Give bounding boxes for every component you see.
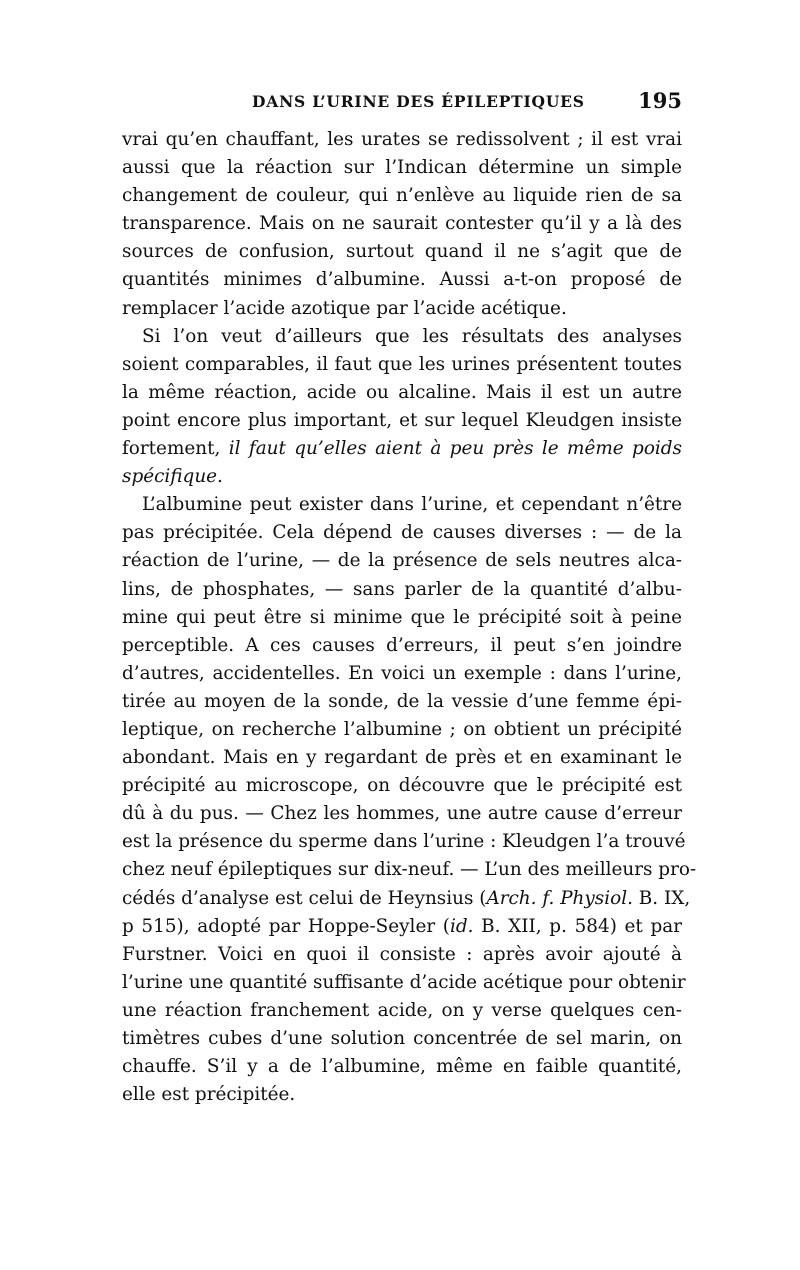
text-run: fortement, <box>122 438 221 460</box>
text-line <box>122 463 682 491</box>
text-line: chauffe. S’il y a de l’albumine, même en faible quantité, <box>122 1056 682 1078</box>
text-line: précipité au microscope, on découvre que le précipité est <box>122 775 682 797</box>
text-line: d’autres, accidentelles. En voici un exemple : dans l’urine, <box>122 662 682 684</box>
text-line: Furstner. Voici en quoi il consiste : après avoir ajouté à <box>122 943 682 965</box>
text-line: sources de confusion, surtout quand il ne s’agit que de <box>122 241 682 263</box>
text-line: quantités minimes d’albumine. Aussi a-t-on proposé de <box>122 269 682 291</box>
page-number: 195 <box>638 88 682 113</box>
running-header <box>122 88 682 118</box>
text-line: pas précipitée. Cela dépend de causes diverses : — de la <box>122 522 682 544</box>
text-line <box>122 913 682 941</box>
text-line: remplacer l’acide azotique par l’acide acétique. <box>122 297 567 319</box>
text-line: Si l’on veut d’ailleurs que les résultats des analyses <box>142 325 682 347</box>
text-line: soient comparables, il faut que les urines présentent toutes <box>122 353 682 375</box>
text-line: une réaction franchement acide, on y verse quelques cen- <box>122 999 682 1021</box>
italic-run: il faut qu’elles aient à peu près le même poids <box>228 438 682 460</box>
text-line: l’urine une quantité suffisante d’acide acétique pour obtenir <box>122 971 686 993</box>
text-line: est la présence du sperme dans l’urine : Kleudgen l’a trouvé <box>122 831 686 853</box>
text-line <box>122 435 682 463</box>
text-line: perceptible. A ces causes d’erreurs, il peut s’en joindre <box>122 634 682 656</box>
italic-run: Arch. f. Physiol. <box>486 887 633 909</box>
text-line: aussi que la réaction sur l’Indican détermine un simple <box>122 157 682 179</box>
text-line: tirée au moyen de la sonde, de la vessie d’une femme épi- <box>122 690 682 712</box>
text-line: changement de couleur, qui n’enlève au liquide rien de sa <box>122 185 682 207</box>
text-line: elle est précipitée. <box>122 1084 296 1106</box>
italic-run: id. <box>449 915 474 937</box>
text-line: point encore plus important, et sur lequel Kleudgen insiste <box>122 409 682 431</box>
text-run: B. XII, p. 584) et par <box>473 915 682 937</box>
text-line: mine qui peut être si minime que le précipité soit à peine <box>122 606 682 628</box>
text-line: lins, de phosphates, — sans parler de la quantité d’albu- <box>122 578 682 600</box>
text-line: timètres cubes d’une solution concentrée de sel marin, on <box>122 1028 682 1049</box>
text-run: B. IX, <box>632 887 691 909</box>
text-line <box>122 885 691 913</box>
text-line: la même réaction, acide ou alcaline. Mais il est un autre <box>122 381 682 403</box>
text-line: L’albumine peut exister dans l’urine, et cependant n’être <box>142 494 682 516</box>
text-run: cédés d’analyse est celui de Heynsius ( <box>122 887 487 909</box>
italic-run: spécifique. <box>122 466 223 488</box>
text-line: leptique, on recherche l’albumine ; on obtient un précipité <box>122 718 682 740</box>
text-line: chez neuf épileptiques sur dix-neuf. — L’un des meilleurs pro- <box>122 859 697 881</box>
running-title: DANS L’URINE DES ÉPILEPTIQUES <box>252 92 585 111</box>
text-line: dû à du pus. — Chez les hommes, une autre cause d’erreur <box>122 803 682 825</box>
text-line: abondant. Mais en y regardant de près et en examinant le <box>122 747 682 769</box>
text-line: réaction de l’urine, — de la présence de sels neutres alca- <box>122 550 682 572</box>
body-text <box>122 126 697 1109</box>
text-line: vrai qu’en chauffant, les urates se redissolvent ; il est vrai <box>122 129 682 150</box>
text-run: p 515), adopté par Hoppe-Seyler ( <box>122 915 450 937</box>
text-line: transparence. Mais on ne saurait contester qu’il y a là des <box>122 213 682 235</box>
